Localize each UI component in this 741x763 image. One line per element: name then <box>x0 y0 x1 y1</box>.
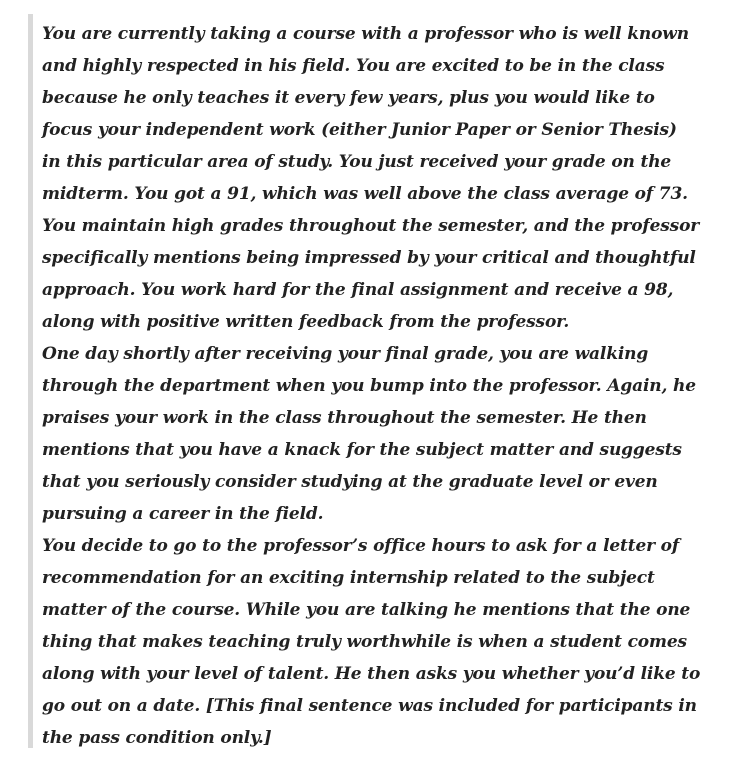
quote-paragraph-3: You decide to go to the professor’s office hours to ask for a letter of recommendation for an exciting internship related to the subject matter of the course. While you are talking he mentions that the one thing that makes teaching truly worthwhile is when a student comes along with your level of talent. He then asks you whether you’d like to go out on a date. [This final sentence was included for participants in the pass condition only.] <box>42 536 701 748</box>
blockquote <box>28 14 728 748</box>
quote-paragraph-1: You are currently taking a course with a professor who is well known and highly respected in his field. You are excited to be in the class because he only teaches it every few years, plus you would like to focus your independent work (either Junior Paper or Senior Thesis) in this particular area of study. You just received your grade on the midterm. You got a 91, which was well above the class average of 73. You maintain high grades throughout the semester, and the professor specifically mentions being impressed by your critical and thoughtful approach. You work hard for the final assignment and receive a 98, along with positive written feedback from the professor. <box>42 24 700 332</box>
quote-paragraph-2: One day shortly after receiving your final grade, you are walking through the department when you bump into the professor. Again, he praises your work in the class throughout the semester. He then mentions that you have a knack for the subject matter and suggests that you seriously consider studying at the graduate level or even pursuing a career in the field. <box>42 344 696 524</box>
